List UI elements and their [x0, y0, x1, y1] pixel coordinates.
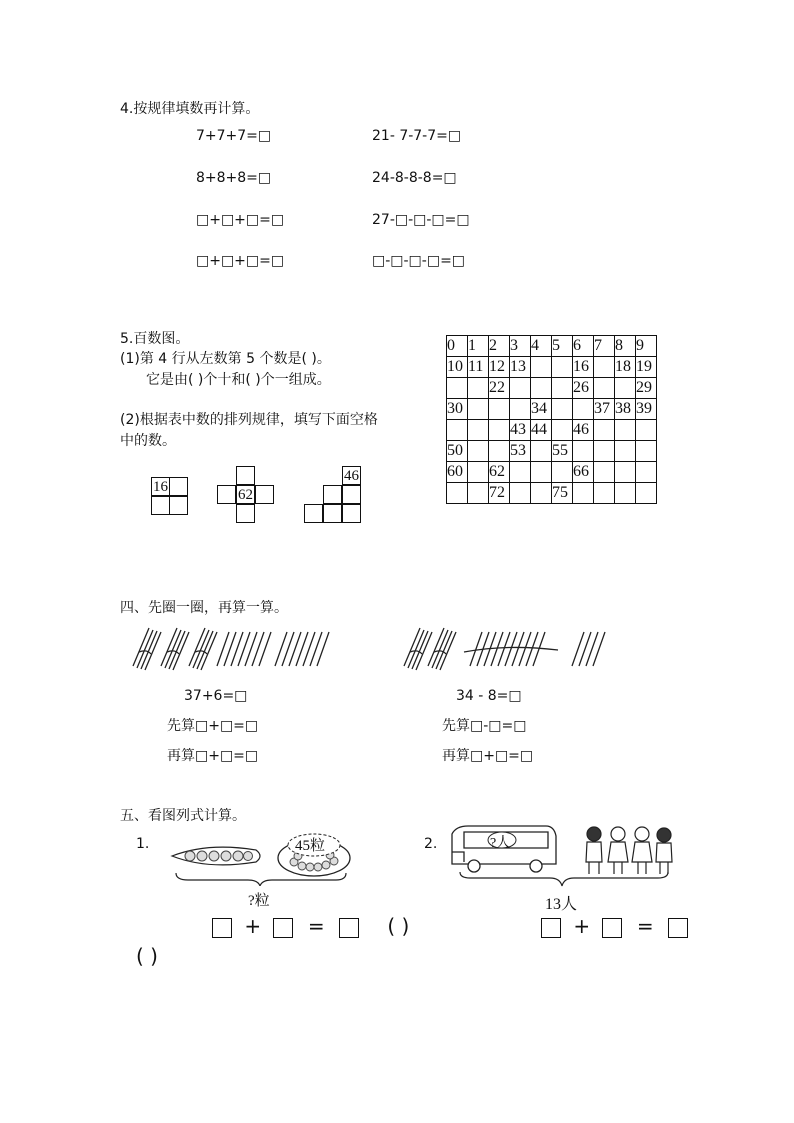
piece1-cell	[169, 496, 188, 515]
hundred-chart-cell: 43	[510, 420, 531, 441]
hundred-chart-cell: 8	[615, 336, 636, 357]
piece2-cell	[217, 485, 236, 504]
four-left-step1: 先算□+□=□	[167, 718, 259, 734]
hundred-chart-cell	[552, 399, 573, 420]
section4-title: 4.按规律填数再计算。	[120, 101, 260, 117]
hundred-chart-cell: 55	[552, 441, 573, 462]
four-right-equation: 34 - 8=□	[456, 688, 522, 704]
sec5-question1: (1)第 4 行从左数第 5 个数是( )。	[120, 351, 331, 367]
piece3-cell	[342, 504, 361, 523]
stick-bundle-icon	[189, 628, 217, 670]
problem2-number: 2.	[424, 836, 438, 852]
bus-label: ?人	[490, 836, 511, 851]
hundred-chart-cell	[594, 420, 615, 441]
piece3-cell	[342, 485, 361, 504]
piece2-cell: 62	[238, 487, 253, 503]
hundred-chart-cell: 11	[468, 357, 489, 378]
piece2-cell	[236, 504, 255, 523]
hundred-chart-cell: 37	[594, 399, 615, 420]
sec4-left-eq-1: 7+7+7=□	[196, 128, 272, 144]
sec4-right-eq-1: 21- 7-7-7=□	[372, 128, 462, 144]
hundred-chart-cell	[489, 420, 510, 441]
single-sticks-icon	[275, 632, 329, 666]
section5-title: 5.百数图。	[120, 331, 190, 347]
hundred-chart-cell: 66	[573, 462, 594, 483]
hundred-chart-cell: 39	[636, 399, 657, 420]
hundred-chart-cell: 18	[615, 357, 636, 378]
crossed-sticks-icon	[464, 632, 558, 666]
pea-pod-icon	[172, 847, 260, 865]
problem2-unit-parentheses: ( )	[136, 944, 158, 968]
sec4-left-eq-3: □+□+□=□	[196, 212, 285, 228]
plus-sign: +	[244, 914, 262, 938]
hundred-chart-cell: 0	[447, 336, 468, 357]
hundred-chart-cell	[531, 357, 552, 378]
equals-sign: =	[307, 914, 325, 938]
hundred-chart-cell	[510, 378, 531, 399]
hundred-chart-cell: 4	[531, 336, 552, 357]
hundred-chart-cell: 34	[531, 399, 552, 420]
hundred-chart-cell: 6	[573, 336, 594, 357]
answer-box[interactable]	[541, 918, 561, 938]
section-four-title: 四、先圈一圈，再算一算。	[120, 600, 288, 616]
hundred-chart-cell	[573, 441, 594, 462]
hundred-chart-row	[447, 378, 657, 399]
hundred-chart-row	[447, 336, 657, 357]
sec5-question2a: (2)根据表中数的排列规律，填写下面空格	[120, 412, 378, 428]
hundred-chart-cell: 75	[552, 483, 573, 504]
hundred-chart-cell	[636, 441, 657, 462]
problem1-answer-row	[212, 914, 409, 938]
hundred-chart-cell: 38	[615, 399, 636, 420]
hundred-chart-cell	[552, 462, 573, 483]
stick-bundle-icon	[428, 628, 456, 670]
hundred-chart-cell	[468, 483, 489, 504]
plus-sign: +	[573, 914, 591, 938]
sec4-right-eq-4: □-□-□-□=□	[372, 253, 466, 269]
equals-sign: =	[636, 914, 654, 938]
section-five-title: 五、看图列式计算。	[120, 808, 246, 824]
hundred-chart-cell	[489, 399, 510, 420]
hundred-chart-row	[447, 462, 657, 483]
hundred-chart-cell: 2	[489, 336, 510, 357]
hundred-chart-cell	[615, 420, 636, 441]
sec5-question2b: 中的数。	[120, 433, 176, 449]
hundred-chart-cell: 72	[489, 483, 510, 504]
hundred-chart-cell	[594, 441, 615, 462]
hundred-chart-cell	[531, 462, 552, 483]
hundred-chart-cell: 50	[447, 441, 468, 462]
piece3-cell	[304, 504, 323, 523]
hundred-chart-cell	[468, 441, 489, 462]
piece3-cell	[323, 485, 342, 504]
hundred-chart-cell	[636, 483, 657, 504]
hundred-chart-cell: 9	[636, 336, 657, 357]
sec4-right-eq-3: 27-□-□-□=□	[372, 212, 470, 228]
answer-box[interactable]	[668, 918, 688, 938]
sec5-question1b: 它是由( )个十和( )个一组成。	[146, 372, 331, 388]
answer-box[interactable]	[602, 918, 622, 938]
hundred-chart-cell: 7	[594, 336, 615, 357]
hundred-chart-cell	[531, 483, 552, 504]
four-right-step2: 再算□+□=□	[442, 748, 534, 764]
four-right-step1: 先算□-□=□	[442, 718, 527, 734]
problem2-total-label: 13人	[545, 896, 578, 913]
hundred-chart-cell: 13	[510, 357, 531, 378]
hundred-chart-cell	[447, 378, 468, 399]
sec4-left-eq-4: □+□+□=□	[196, 253, 285, 269]
hundred-chart-row	[447, 399, 657, 420]
sticks-left-illustration	[125, 622, 343, 674]
stick-bundle-icon	[161, 628, 189, 670]
hundred-chart-cell: 30	[447, 399, 468, 420]
hundred-chart-cell: 46	[573, 420, 594, 441]
hundred-chart-cell: 60	[447, 462, 468, 483]
problem1-number: 1.	[136, 836, 150, 852]
hundred-chart-cell	[552, 378, 573, 399]
hundred-chart-cell	[615, 378, 636, 399]
four-left-step2: 再算□+□=□	[167, 748, 259, 764]
hundred-chart-cell: 26	[573, 378, 594, 399]
problem1-total-label: ?粒	[248, 893, 270, 909]
hundred-chart-cell	[531, 441, 552, 462]
hundred-chart-cell	[468, 378, 489, 399]
hundred-chart-cell: 16	[573, 357, 594, 378]
piece1-cell	[169, 477, 188, 496]
hundred-chart-cell	[468, 399, 489, 420]
hundred-chart-cell	[615, 483, 636, 504]
hundred-chart-cell: 29	[636, 378, 657, 399]
hundred-chart-cell	[552, 357, 573, 378]
hundred-chart-cell: 1	[468, 336, 489, 357]
hundred-chart-cell: 5	[552, 336, 573, 357]
hundred-chart	[446, 335, 657, 504]
piece3-cell: 46	[344, 468, 359, 484]
hundred-chart-cell	[636, 420, 657, 441]
hundred-chart-cell	[468, 462, 489, 483]
hundred-chart-cell	[573, 483, 594, 504]
hundred-chart-cell	[573, 399, 594, 420]
hundred-chart-cell	[468, 420, 489, 441]
single-sticks-icon	[572, 632, 605, 666]
piece1-cell	[151, 496, 170, 515]
hundred-chart-cell	[447, 420, 468, 441]
piece1-cell: 16	[153, 479, 168, 495]
sec4-right-eq-2: 24-8-8-8=□	[372, 170, 457, 186]
answer-box[interactable]	[273, 918, 293, 938]
answer-box[interactable]	[212, 918, 232, 938]
hundred-chart-cell	[615, 441, 636, 462]
piece3-cell	[323, 504, 342, 523]
hundred-chart-cell	[531, 378, 552, 399]
stick-bundle-icon	[404, 628, 432, 670]
piece2-cell	[236, 466, 255, 485]
hundred-chart-row	[447, 420, 657, 441]
hundred-chart-cell: 12	[489, 357, 510, 378]
hundred-chart-cell: 3	[510, 336, 531, 357]
hundred-chart-cell: 62	[489, 462, 510, 483]
bus-kids-illustration	[446, 822, 678, 888]
hundred-chart-cell	[447, 483, 468, 504]
sticks-right-illustration	[398, 622, 618, 674]
hundred-chart-cell	[489, 441, 510, 462]
hundred-chart-cell	[615, 462, 636, 483]
peas-illustration	[168, 826, 353, 886]
hundred-chart-cell	[594, 357, 615, 378]
hundred-chart-cell	[510, 462, 531, 483]
single-sticks-icon	[217, 632, 271, 666]
hundred-chart-cell	[510, 399, 531, 420]
stick-bundle-icon	[133, 628, 161, 670]
answer-box[interactable]	[339, 918, 359, 938]
hundred-chart-cell	[636, 462, 657, 483]
hundred-chart-cell	[594, 483, 615, 504]
problem2-answer-row	[541, 914, 688, 938]
hundred-chart-cell: 53	[510, 441, 531, 462]
hundred-chart-row	[447, 483, 657, 504]
hundred-chart-cell	[594, 378, 615, 399]
plate-label: 45粒	[295, 838, 326, 854]
hundred-chart-cell: 22	[489, 378, 510, 399]
children-icon	[586, 827, 672, 874]
hundred-chart-cell: 19	[636, 357, 657, 378]
hundred-chart-cell	[552, 420, 573, 441]
hundred-chart-row	[447, 441, 657, 462]
unit-parentheses: ( )	[387, 914, 410, 938]
sec4-left-eq-2: 8+8+8=□	[196, 170, 272, 186]
hundred-chart-cell	[510, 483, 531, 504]
hundred-chart-row	[447, 357, 657, 378]
hundred-chart-cell: 10	[447, 357, 468, 378]
hundred-chart-cell: 44	[531, 420, 552, 441]
four-left-equation: 37+6=□	[184, 688, 248, 704]
piece2-cell	[255, 485, 274, 504]
hundred-chart-cell	[594, 462, 615, 483]
